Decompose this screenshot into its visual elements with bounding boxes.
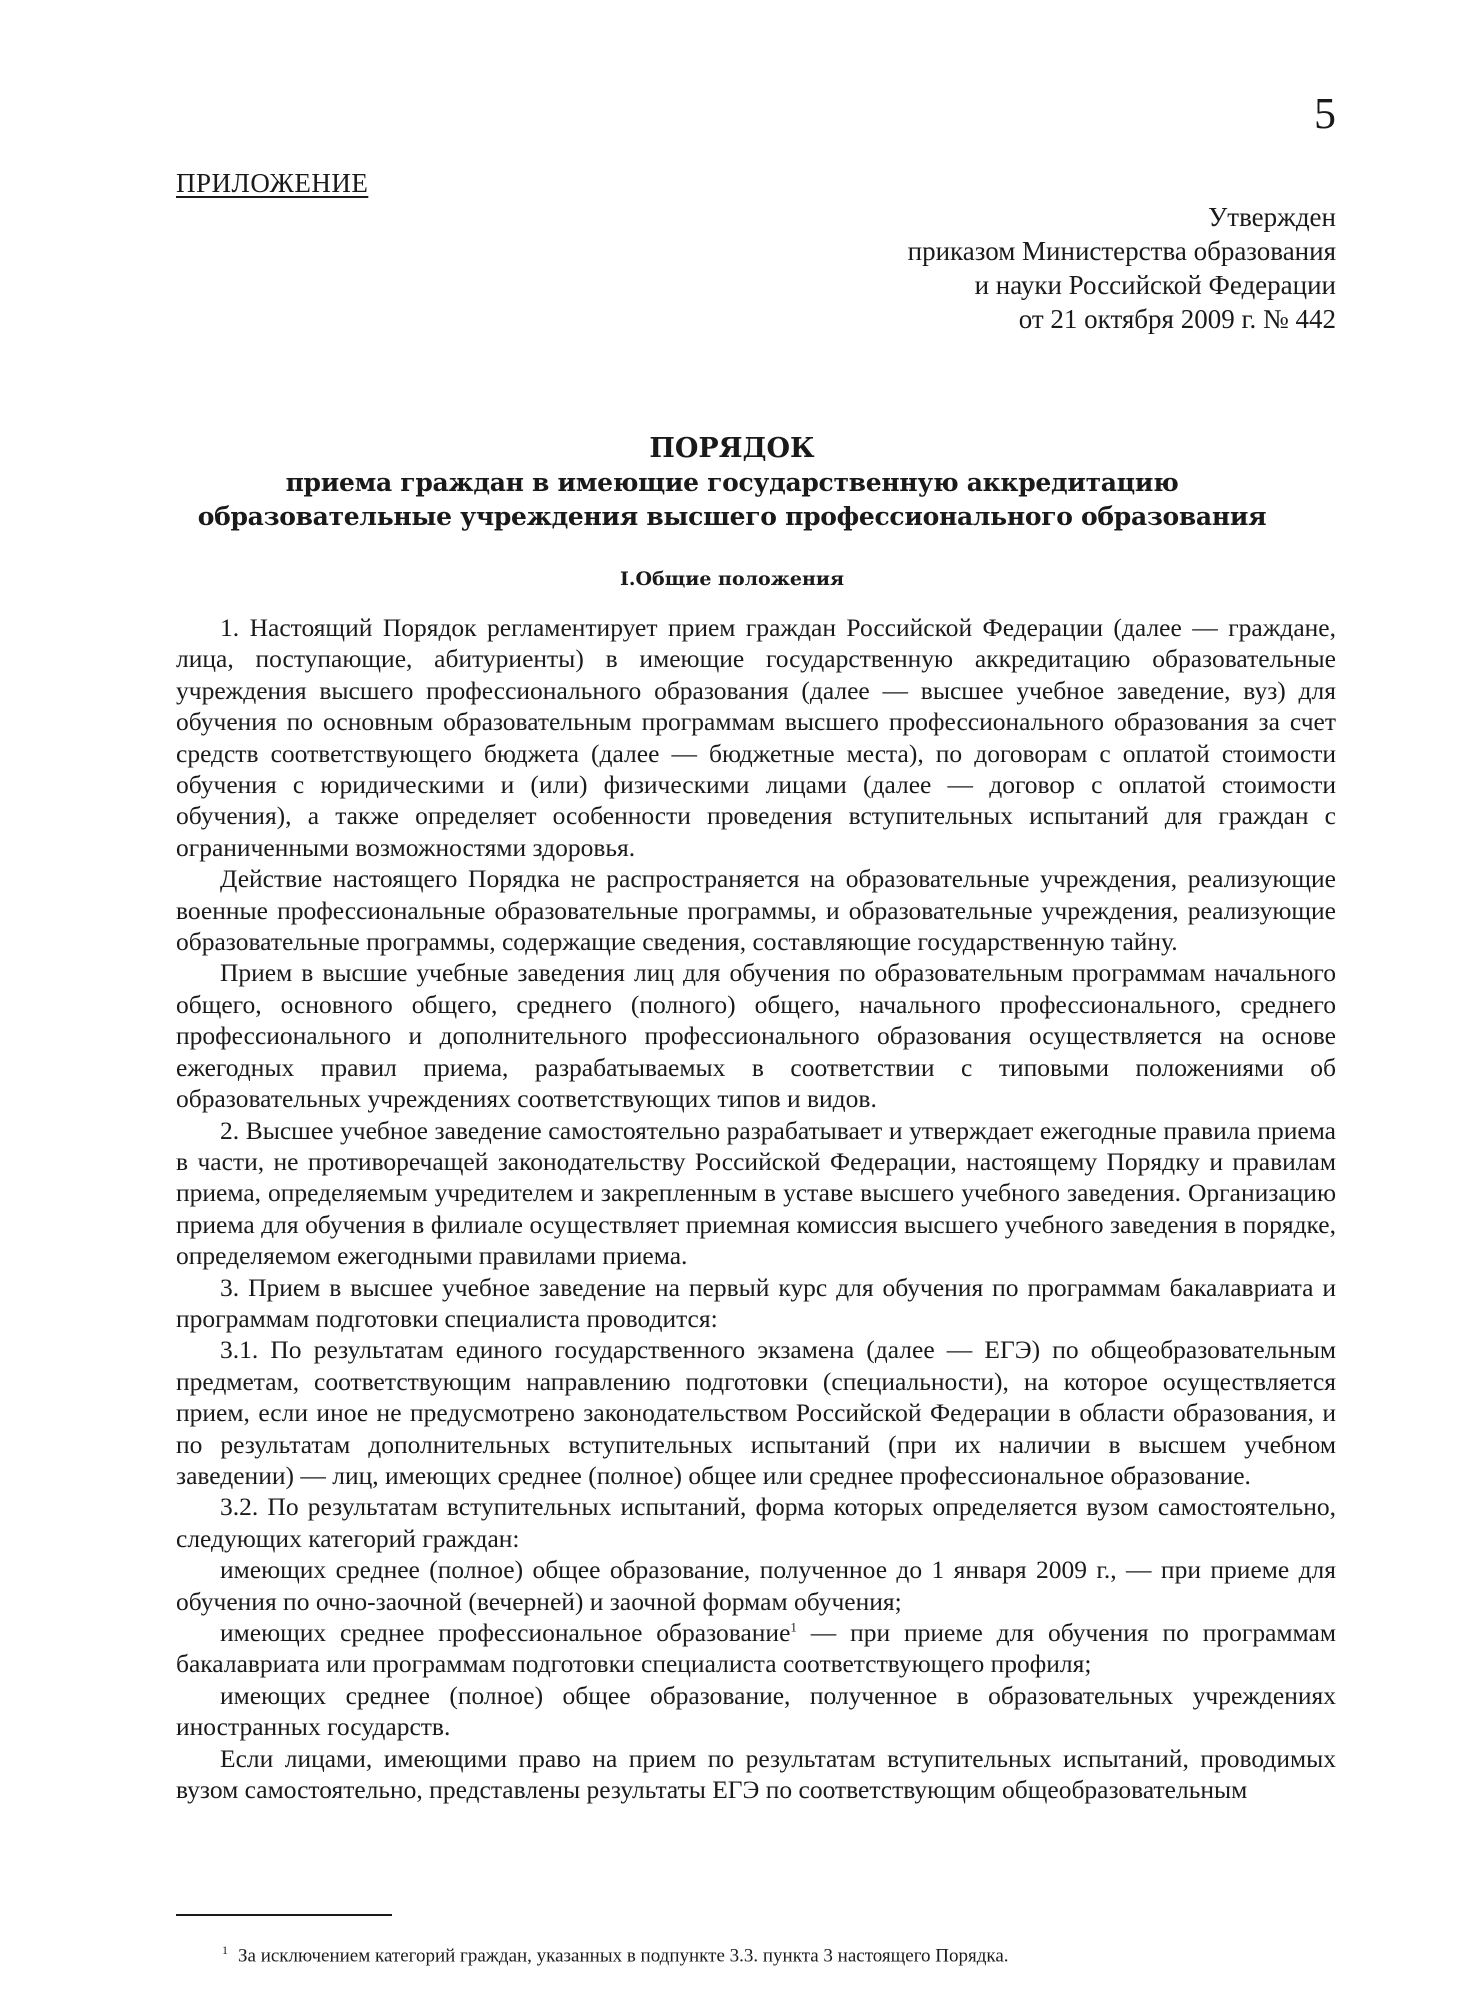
paragraph: имеющих среднее (полное) общее образование, полученное до 1 января 2009 г., — при приеме для обучения по очно-заочной (вечерней) и заочной формам обучения; — [176, 1555, 1336, 1616]
footnote-divider — [176, 1914, 392, 1916]
footnote-reference[interactable]: 1 — [790, 1619, 797, 1635]
document-subtitle-line: образовательные учреждения высшего профессионального образования — [197, 502, 1267, 531]
paragraph: 3.1. По результатам единого государственного экзамена (далее — ЕГЭ) по общеобразовательным предметам, соответствующим направлению подготовки (специальности), на которое осуществляется прием, если иное не предусмотрено законодательством Российской Федерации в области образования, и по результатам дополнительных вступительных испытаний (при их наличии в высшем учебном заведении) — лиц, имеющих среднее (полное) общее или среднее профессиональное образование. — [176, 1335, 1336, 1490]
title-block — [0, 432, 1464, 534]
paragraph: имеющих среднее (полное) общее образование, полученное в образовательных учреждениях иностранных государств. — [176, 1680, 1336, 1742]
paragraph: Действие настоящего Порядка не распространяется на образовательные учреждения, реализующие военные профессиональные образовательные программы, и образовательные учреждения, реализующие образовательные программы, содержащие сведения, составляющие государственную тайну. — [176, 864, 1336, 957]
approval-line: приказом Министерства образования — [907, 236, 1336, 266]
paragraph: Прием в высшие учебные заведения лиц для обучения по образовательным программам начального общего, основного общего, среднего (полного) общего, начального профессионального, среднего профессионального и дополнительного профессионального образования осуществляется на основе ежегодных правил приема, разрабатываемых в соответствии с типовыми положениями об образовательных учреждениях соответствующих типов и видов. — [176, 958, 1336, 1114]
paragraph: 1. Настоящий Порядок регламентирует прием граждан Российской Федерации (далее — граждане, лица, поступающие, абитуриенты) в имеющие государственную аккредитацию образовательные учреждения высшего профессионального образования (далее — высшее учебное заведение, вуз) для обучения по основным образовательным программам высшего профессионального образования за счет средств соответствующего бюджета (далее — бюджетные места), по договорам с оплатой стоимости обучения с юридическими и (или) физическими лицами (далее — договор с оплатой стоимости обучения), а также определяет особенности проведения вступительных испытаний для граждан с ограниченными возможностями здоровья. — [176, 613, 1336, 862]
body-text — [176, 612, 1336, 1805]
footnote-text: За исключением категорий граждан, указанных в подпункте 3.3. пункта 3 настоящего Порядка. — [238, 1945, 1009, 1967]
document-subtitle-line: приема граждан в имеющие государственную аккредитацию — [285, 468, 1179, 497]
paragraph: 3. Прием в высшее учебное заведение на первый курс для обучения по программам бакалавриата и программам подготовки специалиста проводится: — [176, 1272, 1336, 1333]
paragraph: Если лицами, имеющими право на прием по результатам вступительных испытаний, проводимых вузом самостоятельно, представлены результаты ЕГЭ по соответствующим общеобразовательным — [176, 1743, 1336, 1805]
paragraph: 2. Высшее учебное заведение самостоятельно разрабатывает и утверждает ежегодные правила приема в части, не противоречащей законодательству Российской Федерации, настоящему Порядку и правилам приема, определяемым учредителем и закрепленным в уставе высшего учебного заведения. Организацию приема для обучения в филиале осуществляет приемная комиссия высшего учебного заведения в порядке, определяемом ежегодными правилами приема. — [176, 1115, 1336, 1271]
footnote-marker: 1 — [222, 1943, 228, 1957]
approval-block — [908, 200, 1336, 336]
paragraph: 3.2. По результатам вступительных испытаний, форма которых определяется вузом самостоятельно, следующих категорий граждан: — [176, 1492, 1336, 1553]
approval-line: и науки Российской Федерации — [974, 270, 1336, 300]
paragraph-text: имеющих среднее профессиональное образование — [220, 1618, 791, 1647]
document-title: ПОРЯДОК — [649, 433, 815, 464]
section-heading: I.Общие положения — [619, 568, 845, 590]
footnote — [222, 1938, 1009, 1968]
approval-line: Утвержден — [1208, 202, 1336, 232]
paragraph-with-footnote — [176, 1617, 1336, 1680]
paragraph-text: — при приеме для обучения по программам бакалавриата или программам подготовки специалиста соответствующего профиля; — [176, 1618, 1336, 1679]
appendix-label: ПРИЛОЖЕНИЕ — [176, 168, 369, 198]
page-number: 5 — [1314, 89, 1336, 138]
approval-line: от 21 октября 2009 г. № 442 — [1018, 304, 1336, 334]
